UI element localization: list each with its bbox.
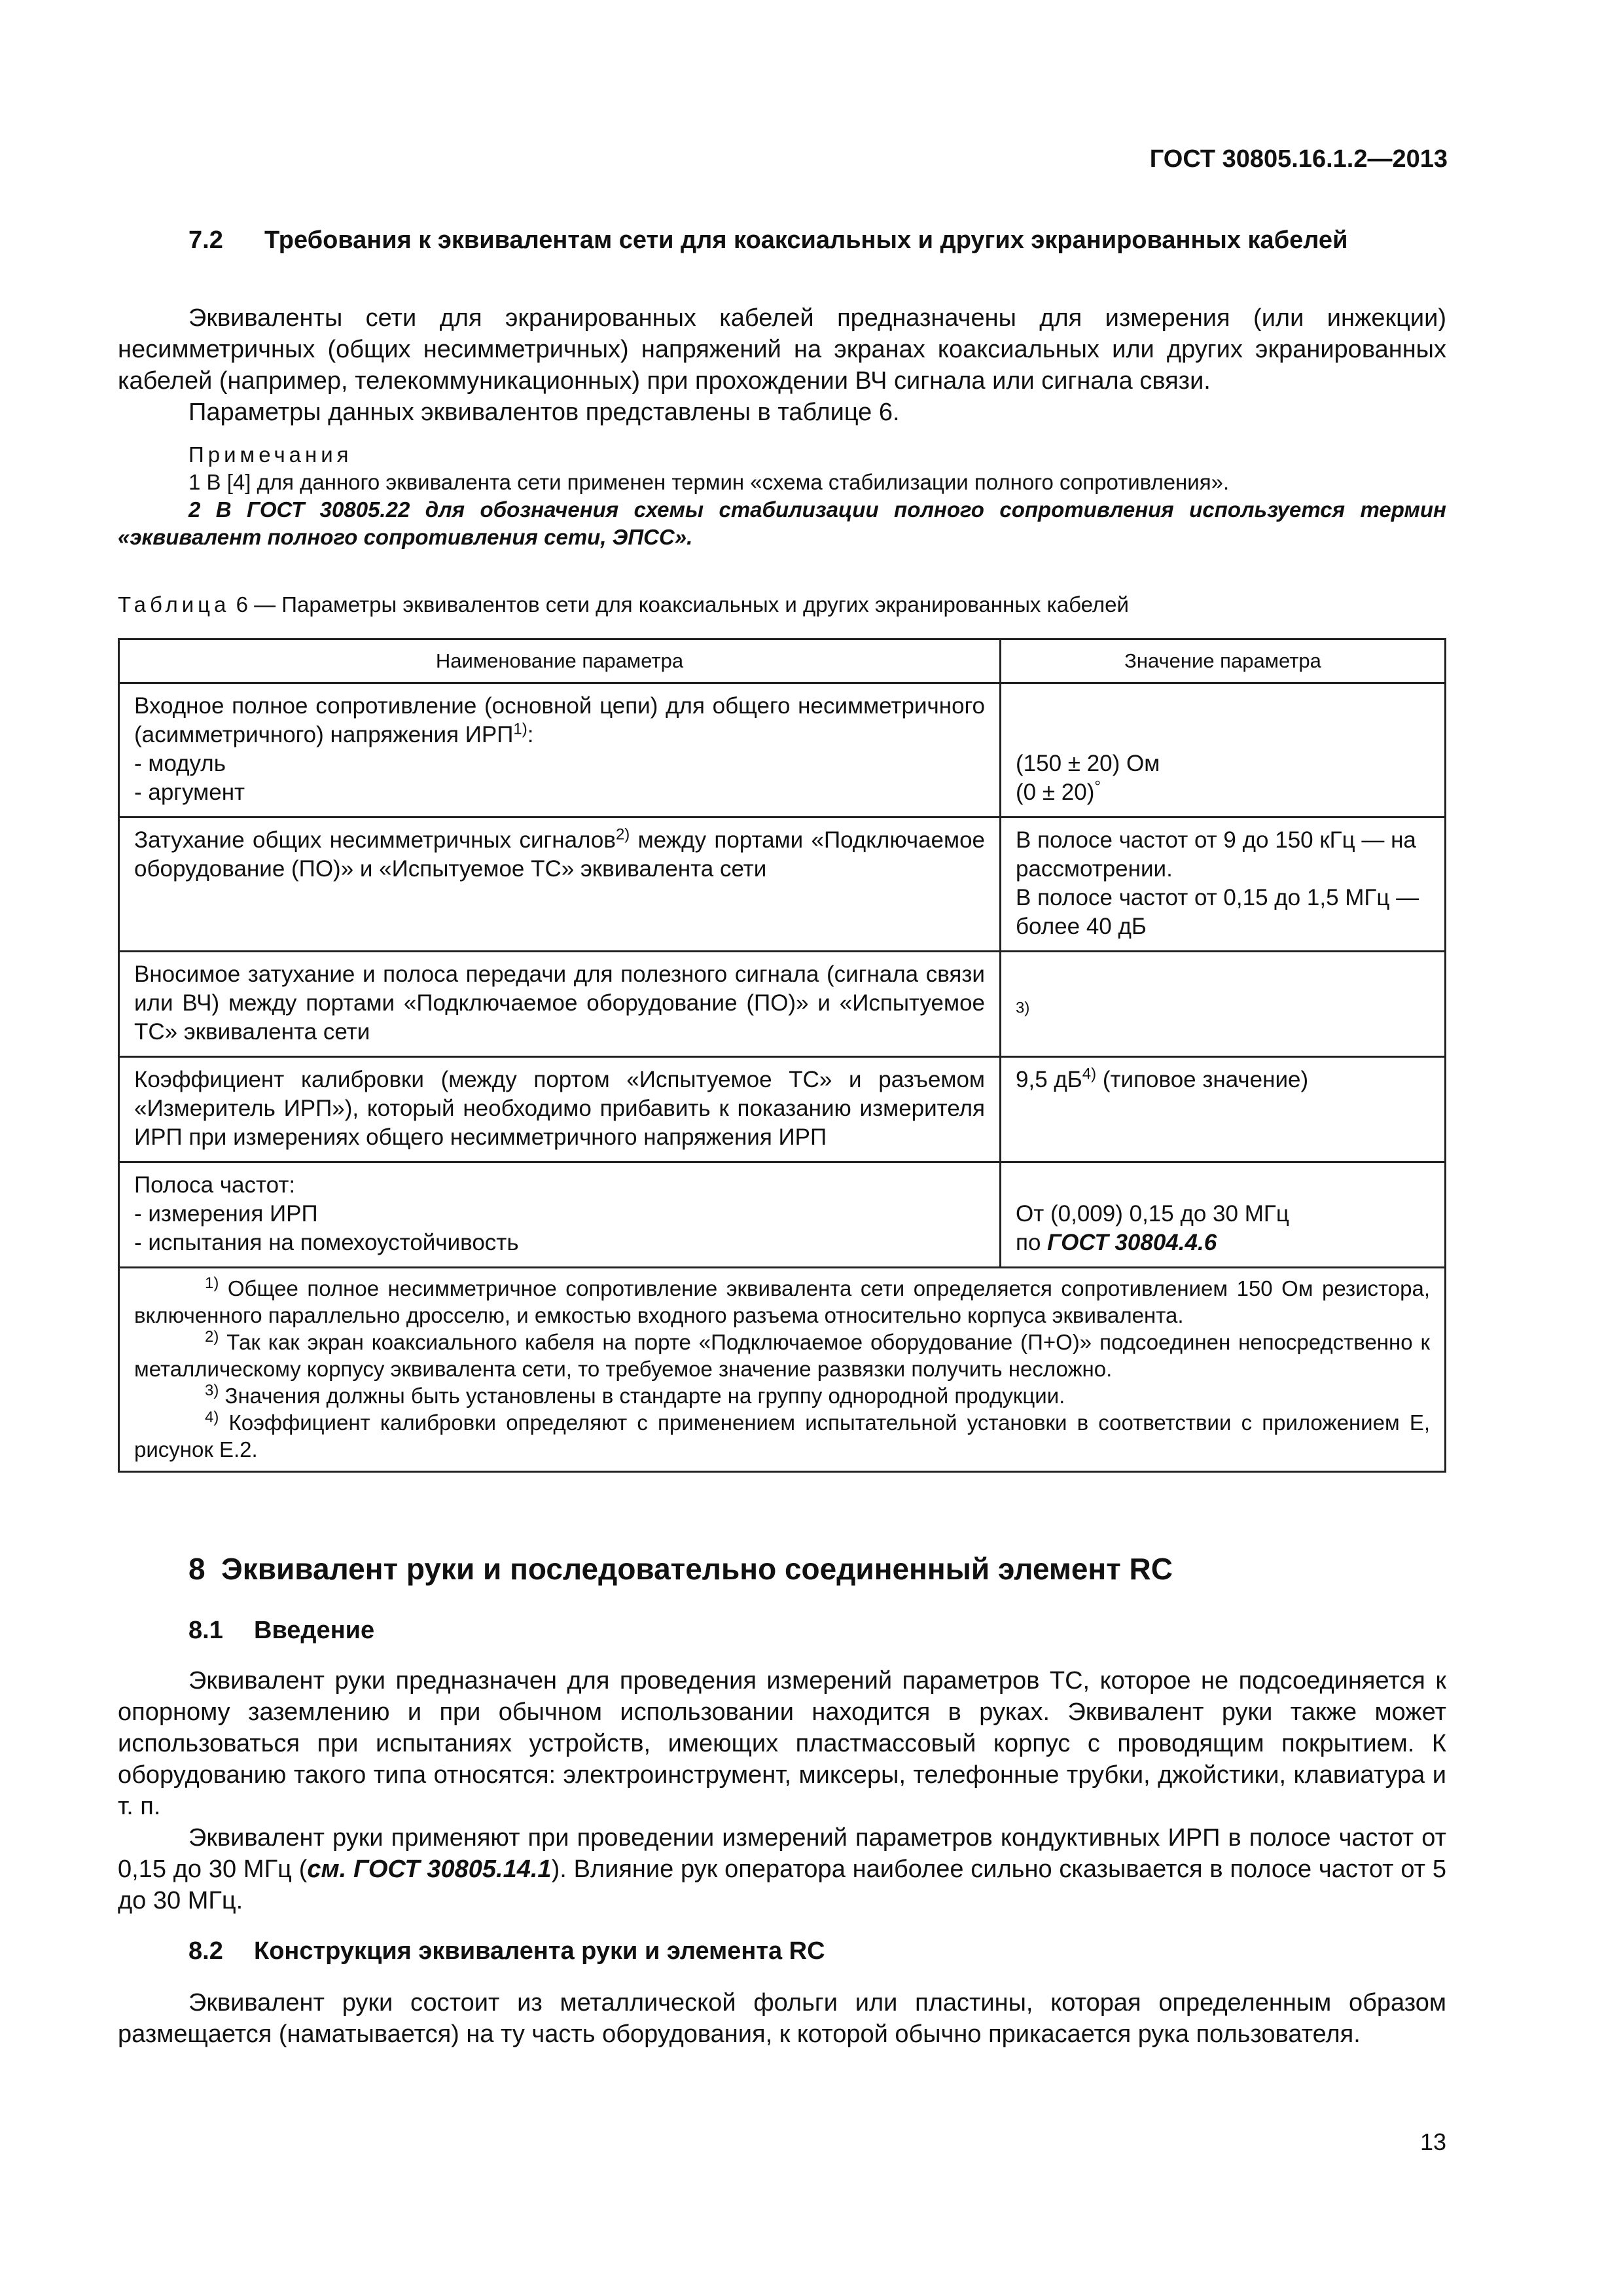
cell-text: Полоса частот: [134,1172,296,1198]
param-name-cell [119,683,1001,817]
note-1: 1 В [4] для данного эквивалента сети применен термин «схема стабилизации полного сопротивления». [188,470,1230,494]
cell-text: (типовое значение) [1096,1067,1309,1092]
section-7-2-heading [188,226,1432,255]
section-title: Эквивалент руки и последовательно соединенный элемент RC [221,1552,1173,1586]
footnote-ref: 1) [513,720,527,738]
paragraph: Параметры данных эквивалентов представлены в таблице 6. [188,399,900,426]
footnote-mark: 3) [205,1382,219,1399]
table-row [119,1057,1446,1162]
section-title: Требования к эквивалентам сети для коаксиальных и других экранированных кабелей [264,226,1348,254]
notes-label: Примечания [188,442,353,467]
section-number: 8.2 [188,1937,223,1965]
page-number: 13 [1419,2128,1446,2155]
footnote-mark: 1) [205,1274,219,1292]
param-name-cell: Коэффициент калибровки (между портом «Испытуемое ТС» и разъемом «Измеритель ИРП»), который необходимо прибавить к показанию измерителя ИРП при измерениях общего несимметричного напряжения ИРП [119,1057,1001,1162]
list-item: - испытания на помехоустойчивость [134,1230,519,1255]
section-8-1-body [118,1665,1446,1916]
footnote-text: Коэффициент калибровки определяют с применением испытательной установки в соответствии с приложением Е, рисунок Е.2. [134,1410,1430,1462]
section-number: 8 [188,1552,205,1586]
param-name-cell [119,1162,1001,1268]
cell-text: (0 ± 20) [1016,780,1095,805]
section-title: Конструкция эквивалента руки и элемента RC [254,1937,825,1965]
param-value-cell [1001,1057,1446,1162]
cell-text: : [527,722,534,747]
section-title: Введение [254,1617,375,1644]
param-value-cell [1001,952,1446,1057]
list-item: - измерения ИРП [134,1201,318,1227]
document-header: ГОСТ 30805.16.1.2—2013 [1149,145,1448,173]
table-footnotes [119,1268,1446,1472]
column-header: Наименование параметра [119,639,1001,683]
list-item: - аргумент [134,780,245,805]
cell-text: В полосе частот от 0,15 до 1,5 МГц — более 40 дБ [1016,885,1419,939]
cell-text: между портами «Подключаемое оборудование (ПО)» и «Испытуемое ТС» эквивалента сети [134,827,985,882]
param-value-cell [1001,1162,1446,1268]
table-row [119,1162,1446,1268]
standard-reference: ГОСТ 30804.4.6 [1047,1230,1217,1255]
cell-text: От (0,009) 0,15 до 30 МГц [1016,1201,1289,1227]
table-header-row [119,639,1446,683]
text-run: ). Влияние рук оператора наиболее сильно сказывается в полосе частот от 5 до 30 МГц. [118,1856,1446,1914]
param-value-cell [1001,817,1446,952]
table-row [119,952,1446,1057]
cell-text: по [1016,1230,1048,1255]
standard-reference: см. ГОСТ 30805.14.1 [307,1856,552,1883]
footnote-text: Общее полное несимметричное сопротивление эквивалента сети определяется сопротивлением 150 Ом резистора, включенного параллельно дросселю, и емкостью входного разъема относительно корпуса эквивалента. [134,1276,1430,1327]
footnote-mark: 4) [205,1408,219,1426]
footnote-text: Так как экран коаксиального кабеля на порте «Подключаемое оборудование (П+О)» подсоединен непосредственно к металлическому корпусу эквивалента сети, то требуемое значение развязки получить несложно. [134,1330,1430,1381]
section-8-1-heading [188,1617,374,1645]
parameters-table [118,638,1446,1473]
column-header: Значение параметра [1001,639,1446,683]
footnote-text: Значения должны быть установлены в стандарте на группу однородной продукции. [219,1384,1065,1408]
cell-text: (150 ± 20) Ом [1016,751,1160,776]
param-value-cell [1001,683,1446,817]
table-caption-text: 6 — Параметры эквивалентов сети для коаксиальных и других экранированных кабелей [236,592,1129,617]
section-number: 8.1 [188,1617,223,1644]
paragraph [118,1822,1446,1916]
table-caption [118,592,1129,617]
section-8-2-body [118,1987,1446,2050]
paragraph: Эквивалент руки состоит из металлической фольги или пластины, которая определенным образом размещается (наматывается) на ту часть оборудования, к которой обычно прикасается рука пользователя. [118,1989,1446,2048]
footnote-ref: 3) [1016,999,1030,1017]
table-footnotes-row [119,1268,1446,1472]
list-item: - модуль [134,751,226,776]
section-8-2-heading [188,1937,825,1965]
param-name-cell: Вносимое затухание и полоса передачи для полезного сигнала (сигнала связи или ВЧ) между портами «Подключаемое оборудование (ПО)» и «Испытуемое ТС» эквивалента сети [119,952,1001,1057]
degree-mark: ° [1094,778,1101,796]
note-2: 2 В ГОСТ 30805.22 для обозначения схемы стабилизации полного сопротивления используется термин «эквивалент полного сопротивления сети, ЭПСС». [118,497,1446,549]
cell-text: В полосе частот от 9 до 150 кГц — на рассмотрении. [1016,827,1416,882]
cell-text: Входное полное сопротивление (основной цепи) для общего несимметричного (асимметричного) напряжения ИРП [134,693,985,747]
cell-text: 9,5 дБ [1016,1067,1082,1092]
section-number: 7.2 [188,226,223,254]
footnote-ref: 4) [1082,1065,1097,1083]
cell-text: Затухание общих несимметричных сигналов [134,827,616,853]
paragraph: Эквиваленты сети для экранированных кабелей предназначены для измерения (или инжекции) несимметричных (общих несимметричных) напряжений на экранах коаксиальных или других экранированных кабелей (например, телекоммуникационных) при прохождении ВЧ сигнала или сигнала связи. [118,304,1446,395]
footnote-ref: 2) [615,825,630,844]
table-row [119,683,1446,817]
section-7-2-body [118,302,1446,551]
table-caption-label: Таблица [118,592,230,617]
param-name-cell [119,817,1001,952]
text-run: Эквивалент руки применяют при проведении измерений параметров кондуктивных ИРП в полосе частот от 0,15 до 30 МГц ( [118,1824,1446,1883]
section-8-heading [188,1551,1173,1587]
table-row [119,817,1446,952]
paragraph: Эквивалент руки предназначен для проведения измерений параметров ТС, которое не подсоединяется к опорному заземлению и при обычном использовании находится в руках. Эквивалент руки также может использоваться при испытаниях устройств, имеющих пластмассовый корпус с проводящим покрытием. К оборудованию такого типа относятся: электроинструмент, миксеры, телефонные трубки, джойстики, клавиатура и т. п. [118,1667,1446,1820]
footnote-mark: 2) [205,1328,219,1346]
